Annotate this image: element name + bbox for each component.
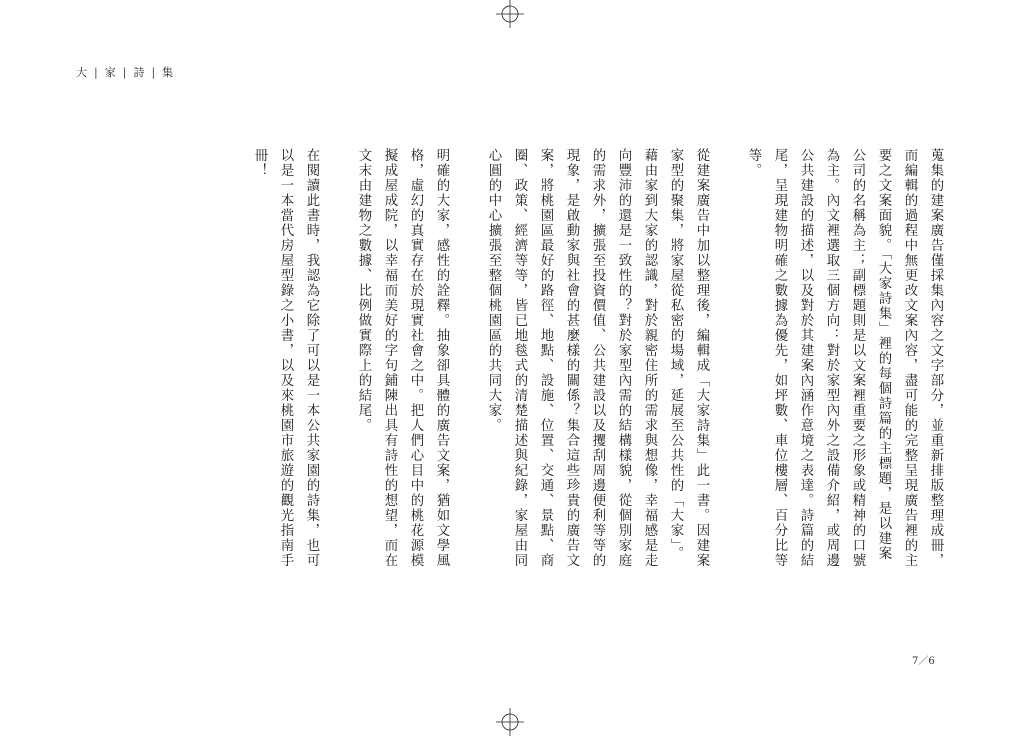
- paragraph-3: 明確的大家，感性的詮釋。抽象卻具體的廣告文案，猶如文學風格，虛幻的真實存在於現實社會之中。把人們心目中的桃花源模擬成屋成院，以幸福而美好的字句鋪陳出具有詩性的想望，而在文末由建物之數據、比例做實際上的結尾。: [356, 148, 449, 568]
- paragraph-1: 蒐集的建案廣告僅採集內容之文字部分，並重新排版整理成冊，而編輯的過程中無更改文案內容，盡可能的完整呈現廣告裡的主要之文案面貌。「大家詩集」裡的每個詩篇的主標題，是以建案公司的名稱為主；副標題則是以文案裡重要之形象或精神的口號為主。內文裡選取三個方向：對於家型內外之設備介紹，或周邊公共建設的描述，以及對於其建案內涵作意境之表達。詩篇的結尾，呈現建物明確之數據為優先，如坪數、車位樓層、百分比等等。: [746, 148, 943, 568]
- crop-mark-bottom-icon: [496, 708, 524, 736]
- vertical-body-text: [228, 148, 948, 568]
- paragraph-2: 從建案廣告中加以整理後，編輯成「大家詩集」此一書。因建案家型的聚集，將家屋從私密的場域，延展至公共性的「大家」。藉由家到大家的認識，對於親密住所的需求與想像，幸福感是走向豐沛的還是一致性的？對於家型內需的結構樣貌，從個別家庭的需求外，擴張至投資價值、公共建設以及攫刮周邊便利等等的現象，是啟動家與社會的甚麼樣的關係？集合這些珍貴的廣告文案，將桃園區最好的路徑、地點、設施、位置、交通、景點、商圈、政策、經濟等等，皆已地毯式的清楚描述與紀錄，家屋由同心圓的中心擴張至整個桃園區的共同大家。: [486, 148, 709, 568]
- header-separator: |: [122, 66, 129, 79]
- header-char: 集: [162, 66, 176, 79]
- header-char: 大: [76, 66, 89, 79]
- page-number: 7／6: [912, 656, 935, 667]
- header-char: 詩: [133, 66, 147, 79]
- header-char: 家: [104, 66, 118, 79]
- running-header: [76, 64, 175, 80]
- crop-mark-top-icon: [496, 0, 524, 28]
- header-separator: |: [94, 66, 100, 79]
- paragraph-4: 在閱讀此書時，我認為它除了可以是一本公共家園的詩集，也可以是一本當代房屋型錄之小書，以及來桃園市旅遊的觀光指南手冊！: [252, 148, 319, 568]
- header-separator: |: [151, 66, 158, 79]
